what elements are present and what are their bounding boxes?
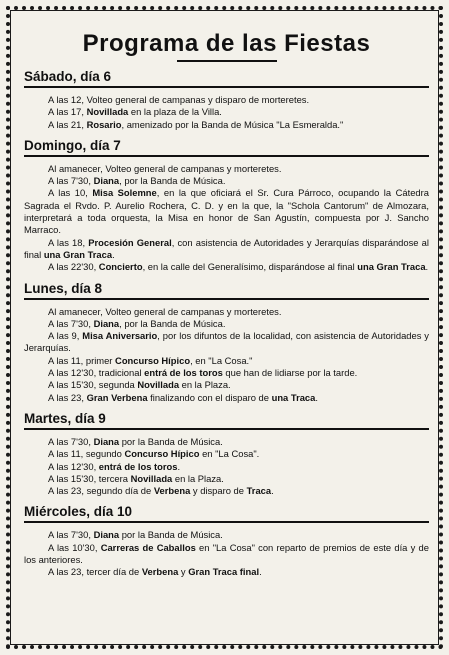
- event-name: Traca: [246, 485, 272, 497]
- event-text: A las 10'30,: [48, 541, 101, 553]
- event-text: en "La Cosa" con reparto de premios de este día y de los anteriores.: [24, 541, 429, 566]
- event-line: [24, 542, 429, 567]
- event-text: , amenizado por la Banda de Música "La Esmeralda.": [121, 118, 344, 130]
- event-name: Concurso Hípico: [124, 448, 200, 460]
- event-name: Diana: [93, 435, 120, 447]
- event-name: una Traca: [271, 391, 316, 403]
- event-text: Al amanecer, Volteo general de campanas y morteretes.: [48, 305, 282, 317]
- event-name: Novillada: [137, 379, 180, 391]
- day-heading: Lunes, día 8: [24, 280, 429, 300]
- event-text: A las 21,: [48, 118, 87, 130]
- event-name: entrá de los toros: [98, 460, 178, 472]
- event-text: .: [315, 391, 318, 403]
- event-text: A las 11, segundo: [48, 448, 125, 460]
- event-text: , por la Banda de Música.: [119, 317, 226, 329]
- event-text: A las 23, tercer día de: [48, 566, 142, 578]
- event-line: [24, 392, 429, 404]
- event-name: una Gran Traca: [43, 248, 113, 260]
- event-line: [24, 566, 429, 578]
- event-text: A las 15'30, tercera: [48, 472, 131, 484]
- event-line: [24, 187, 429, 236]
- event-text: A las 12'30,: [48, 460, 99, 472]
- event-text: A las 9,: [48, 330, 83, 342]
- event-line: [24, 379, 429, 391]
- event-text: .: [425, 261, 429, 273]
- event-line: [24, 461, 429, 473]
- day-section: [24, 410, 429, 497]
- event-line: [24, 175, 429, 187]
- event-text: A las 7'30,: [48, 529, 94, 541]
- event-name: Novillada: [130, 472, 173, 484]
- event-name: entrá de los toros: [144, 367, 223, 379]
- event-text: A las 15'30, segunda: [48, 379, 138, 391]
- event-line: [24, 106, 429, 118]
- event-text: A las 12, Volteo general de campanas y disparo de morteretes.: [48, 94, 310, 105]
- event-text: A las 7'30,: [48, 435, 94, 447]
- event-text: A las 10,: [48, 187, 93, 199]
- event-line: [24, 119, 429, 131]
- event-text: en la Plaza.: [172, 472, 224, 484]
- event-name: Procesión General: [88, 236, 172, 248]
- event-name: Misa Solemne: [92, 187, 157, 199]
- event-line: [24, 261, 429, 273]
- day-heading: Miércoles, día 10: [24, 503, 429, 523]
- event-name: Gran Verbena: [86, 391, 148, 403]
- event-text: A las 23, segundo día de: [48, 485, 154, 497]
- event-text: en la Plaza.: [179, 379, 231, 391]
- event-name: Misa Aniversario: [82, 330, 158, 342]
- program-content: [24, 14, 429, 579]
- event-text: y disparo de: [190, 485, 247, 497]
- event-name: Diana: [93, 317, 120, 329]
- event-text: que han de lidiarse por la tarde.: [222, 367, 358, 379]
- event-text: , con asistencia de Autoridades y Jerarquías disparándose al final: [24, 236, 429, 260]
- day-section: [24, 280, 429, 404]
- event-name: Diana: [93, 175, 120, 187]
- event-line: [24, 163, 429, 175]
- event-line: [24, 473, 429, 485]
- event-text: A las 22'30,: [48, 261, 99, 273]
- event-line: [24, 237, 429, 262]
- day-heading: Sábado, día 6: [24, 68, 429, 88]
- event-text: .: [271, 485, 274, 497]
- event-text: , en "La Cosa.": [190, 354, 253, 366]
- event-line: [24, 94, 429, 106]
- day-section: [24, 68, 429, 131]
- event-line: [24, 436, 429, 448]
- event-name: Concurso Hípico: [115, 354, 191, 366]
- event-name: una Gran Traca: [357, 261, 426, 273]
- event-text: A las 7'30,: [48, 317, 94, 329]
- event-text: A las 12'30, tradicional: [48, 367, 145, 379]
- day-section: [24, 137, 429, 274]
- event-name: Gran Traca final: [188, 566, 260, 578]
- event-line: [24, 529, 429, 541]
- event-text: A las 11, primer: [48, 354, 116, 366]
- event-text: en "La Cosa".: [199, 448, 260, 460]
- event-line: [24, 355, 429, 367]
- event-text: Al amanecer, Volteo general de campanas y morteretes.: [48, 162, 282, 174]
- event-name: Verbena: [153, 485, 191, 497]
- event-name: Verbena: [141, 566, 179, 578]
- event-line: [24, 318, 429, 330]
- event-text: por la Banda de Música.: [119, 529, 223, 541]
- page-title: Programa de las Fiestas: [82, 30, 371, 57]
- event-text: , en la que oficiará el Sr. Cura Párroco, ocupando la Cátedra Sagrada el Rvdo. P. Aurelio Rochera, C. D. y en la que, la "Schola Cantorum" de Almozara, interpretará a toda orquesta, la Misa en honor de San Agustín, compuesta por J. Sancho Marraco.: [24, 187, 429, 236]
- event-line: [24, 367, 429, 379]
- event-line: [24, 306, 429, 318]
- event-text: A las 7'30,: [48, 175, 94, 187]
- event-name: Diana: [93, 529, 120, 541]
- event-line: [24, 330, 429, 355]
- event-text: A las 18,: [48, 236, 89, 248]
- event-line: [24, 485, 429, 497]
- event-text: , por los difuntos de la localidad, con asistencia de Autoridades y Jerarquías.: [24, 330, 429, 354]
- event-text: y: [178, 566, 189, 578]
- event-text: A las 23,: [48, 391, 87, 403]
- day-heading: Martes, día 9: [24, 410, 429, 430]
- day-section: [24, 503, 429, 578]
- event-text: por la Banda de Música.: [119, 435, 223, 447]
- day-heading: Domingo, día 7: [24, 137, 429, 157]
- event-text: en la plaza de la Villa.: [128, 106, 222, 118]
- event-name: Rosario: [86, 118, 122, 130]
- event-line: [24, 448, 429, 460]
- event-name: Concierto: [98, 261, 143, 273]
- event-text: .: [177, 460, 181, 472]
- event-text: .: [112, 248, 115, 260]
- event-text: , en la calle del Generalísimo, disparándose al final: [142, 261, 358, 273]
- title-underline: [177, 60, 277, 62]
- event-text: finalizando con el disparo de: [147, 391, 272, 403]
- event-name: Carreras de Caballos: [100, 541, 196, 553]
- days-list: [24, 68, 429, 579]
- event-name: Novillada: [86, 106, 129, 118]
- event-text: .: [259, 566, 262, 578]
- event-text: A las 17,: [48, 106, 87, 118]
- event-text: , por la Banda de Música.: [119, 175, 226, 187]
